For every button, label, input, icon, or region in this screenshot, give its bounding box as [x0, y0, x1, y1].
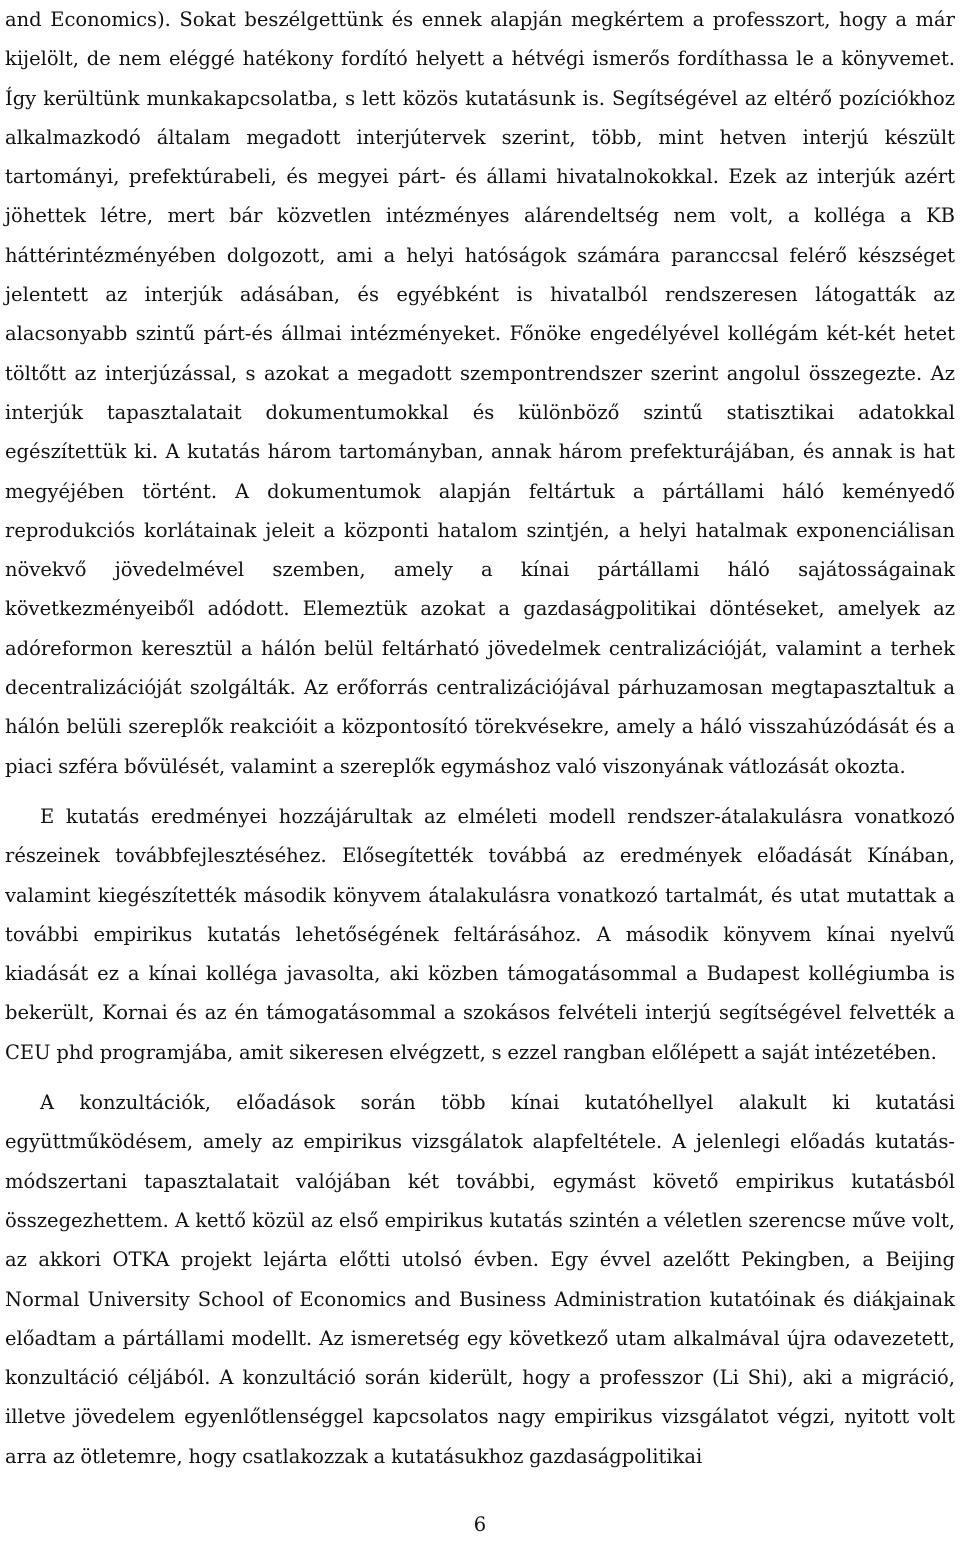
- body-paragraph: and Economics). Sokat beszélgettünk és ennek alapján megkértem a professzort, hogy a már kijelölt, de nem eléggé hatékony fordító helyett a hétvégi ismerős fordíthassa le a könyvemet. Így kerültünk munkakapcsolatba, s lett közös kutatásunk is. Segítségével az eltérő pozíciókhoz alkalmazkodó általam megadott interjútervek szerint, több, mint hetven interjú készült tartományi, prefektúrabeli, és megyei párt- és állami hivatalnokokkal. Ezek az interjúk azért jöhettek létre, mert bár közvetlen intézményes alárendeltség nem volt, a kolléga a KB háttérintézményében dolgozott, ami a helyi hatóságok számára paranccsal felérő készséget jelentett az interjúk adásában, és egyébként is hivatalból rendszeresen látogatták az alacsonyabb szintű párt-és állmai intézményeket. Főnöke engedélyével kollégám két-két hetet töltőtt az interjúzással, s azokat a megadott szempontrendszer szerint angolul összegezte. Az interjúk tapasztalatait dokumentumokkal és különböző szintű statisztikai adatokkal egészítettük ki. A kutatás három tartományban, annak három prefekturájában, és annak is hat megyéjében történt. A dokumentumok alapján feltártuk a pártállami háló keményedő reprodukciós korlátainak jeleit a központi hatalom szintjén, a helyi hatalmak exponenciálisan növekvő jövedelmével szemben, amely a kínai pártállami háló sajátosságainak következményeiből adódott. Elemeztük azokat a gazdaságpolitikai döntéseket, amelyek az adóreformon keresztül a hálón belül feltárható jövedelmek centralizációját, valamint a terhek decentralizációját szolgálták. Az erőforrás centralizációjával párhuzamosan megtapasztaltuk a hálón belüli szereplők reakcióit a központosító törekvésekre, amely a háló visszahúzódását és a piaci szféra bővülését, valamint a szereplők egymáshoz való viszonyának vátlozását okozta.: [5, 8, 955, 778]
- body-paragraph: E kutatás eredményei hozzájárultak az elméleti modell rendszer-átalakulásra vonatkozó részeinek továbbfejlesztéséhez. Elősegítették továbbá az eredmények előadását Kínában, valamint kiegészítették második könyvem átalakulásra vonatkozó tartalmát, és utat mutattak a további empirikus kutatás lehetőségének feltárásához. A második könyvem kínai nyelvű kiadását ez a kínai kolléga javasolta, aki közben támogatásommal a Budapest kollégiumba is bekerült, Kornai és az én támogatásommal a szokásos felvételi interjú segítségével felvették a CEU phd programjába, amit sikeresen elvégzett, s ezzel rangban előlépett a saját intézetében.: [5, 804, 955, 1064]
- page-number: 6: [473, 1513, 487, 1536]
- body-paragraph: A konzultációk, előadások során több kínai kutatóhellyel alakult ki kutatási együttműködésem, amely az empirikus vizsgálatok alapfeltétele. A jelenlegi előadás kutatás-módszertani tapasztalatait valójában két további, egymást követő empirikus kutatásból összegezhettem. A kettő közül az első empirikus kutatás szintén a véletlen szerencse műve volt, az akkori OTKA projekt lejárta előtti utolsó évben. Egy évvel azelőtt Pekingben, a Beijing Normal University School of Economics and Business Administration kutatóinak és diákjainak előadtam a pártállami modellt. Az ismeretség egy következő utam alkalmával újra odavezetett, konzultáció céljából. A konzultáció során kiderült, hogy a professzor (Li Shi), aki a migráció, illetve jövedelem egyenlőtlenséggel kapcsolatos nagy empirikus vizsgálatot végzi, nyitott volt arra az ötletemre, hogy csatlakozzak a kutatásukhoz gazdaságpolitikai: [5, 1091, 955, 1468]
- document-page: [5, 0, 955, 1476]
